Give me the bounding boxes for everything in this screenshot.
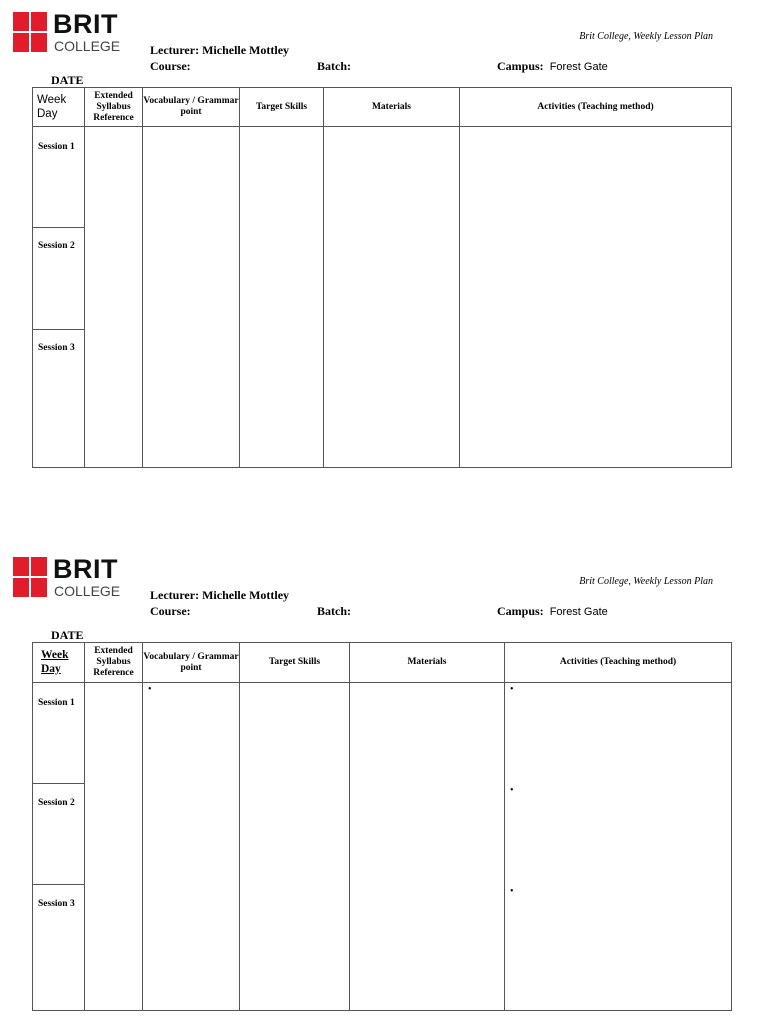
header-extended-syllabus: Extended Syllabus Reference — [93, 90, 134, 123]
brit-college-logo — [13, 9, 123, 56]
logo-square — [31, 33, 47, 52]
brit-college-logo — [13, 554, 123, 601]
batch-field: Batch: — [317, 59, 351, 73]
document-title: Brit College, Weekly Lesson Plan — [579, 31, 713, 42]
session-divider — [33, 329, 85, 330]
batch-field: Batch: — [317, 604, 351, 618]
logo-square — [31, 12, 47, 31]
document-title: Brit College, Weekly Lesson Plan — [579, 576, 713, 587]
session-1-label: Session 1 — [38, 142, 75, 152]
header-activities: Activities (Teaching method) — [559, 657, 677, 667]
column-divider — [142, 88, 143, 467]
lesson-plan-1 — [0, 0, 768, 500]
column-divider — [459, 88, 460, 467]
logo-squares-icon — [13, 12, 47, 52]
header-target-skills: Target Skills — [255, 101, 308, 112]
header-vocabulary-grammar: Vocabulary / Grammar point — [143, 651, 239, 673]
date-label: DATE — [51, 73, 84, 87]
logo-square — [13, 557, 29, 576]
bullet-point: • — [510, 785, 514, 796]
logo-square — [31, 578, 47, 597]
campus-value: Forest Gate — [549, 606, 608, 618]
logo-square — [13, 33, 29, 52]
header-activities: Activities (Teaching method) — [537, 101, 654, 112]
session-divider — [33, 783, 85, 784]
bullet-point: • — [510, 684, 514, 695]
header-materials: Materials — [371, 101, 412, 112]
session-divider — [33, 884, 85, 885]
logo-square — [13, 578, 29, 597]
logo-sub: COLLEGE — [54, 38, 121, 54]
course-field: Course: — [150, 604, 191, 618]
campus-field — [497, 604, 608, 619]
lesson-plan-2 — [0, 545, 768, 1024]
lesson-plan-table — [32, 642, 732, 1011]
header-extended-syllabus: Extended Syllabus Reference — [93, 646, 134, 678]
session-3-label: Session 3 — [38, 343, 75, 353]
column-divider — [239, 643, 240, 1010]
session-3-label: Session 3 — [38, 899, 75, 909]
header-target-skills: Target Skills — [268, 657, 321, 667]
column-divider — [504, 643, 505, 1010]
campus-value: Forest Gate — [549, 61, 608, 73]
logo-squares-icon — [13, 557, 47, 597]
header-divider — [33, 682, 731, 683]
column-divider — [84, 643, 85, 1010]
column-divider — [323, 88, 324, 467]
session-2-label: Session 2 — [38, 798, 75, 808]
campus-label: Campus: — [497, 59, 544, 73]
lecturer-field: Lecturer: Michelle Mottley — [150, 588, 290, 602]
campus-field — [497, 59, 608, 74]
header-materials: Materials — [407, 657, 447, 667]
logo-square — [31, 557, 47, 576]
lecturer-field: Lecturer: Michelle Mottley — [150, 43, 290, 57]
logo-brand: BRIT — [53, 554, 118, 584]
logo-square — [13, 12, 29, 31]
session-2-label: Session 2 — [38, 241, 75, 251]
lesson-plan-table — [32, 87, 732, 468]
column-divider — [239, 88, 240, 467]
week-day-header: Week Day — [37, 94, 67, 120]
date-label: DATE — [51, 628, 84, 642]
session-1-label: Session 1 — [38, 698, 75, 708]
logo-brand: BRIT — [53, 9, 118, 39]
campus-label: Campus: — [497, 604, 544, 618]
column-divider — [84, 88, 85, 467]
column-divider — [349, 643, 350, 1010]
bullet-point: • — [148, 684, 152, 695]
course-field: Course: — [150, 59, 191, 73]
bullet-point: • — [510, 886, 514, 897]
header-vocabulary-grammar: Vocabulary / Grammar point — [143, 96, 239, 117]
week-day-header: Week Day — [41, 649, 69, 675]
column-divider — [142, 643, 143, 1010]
logo-sub: COLLEGE — [54, 583, 121, 599]
header-divider — [33, 126, 731, 127]
session-divider — [33, 227, 85, 228]
